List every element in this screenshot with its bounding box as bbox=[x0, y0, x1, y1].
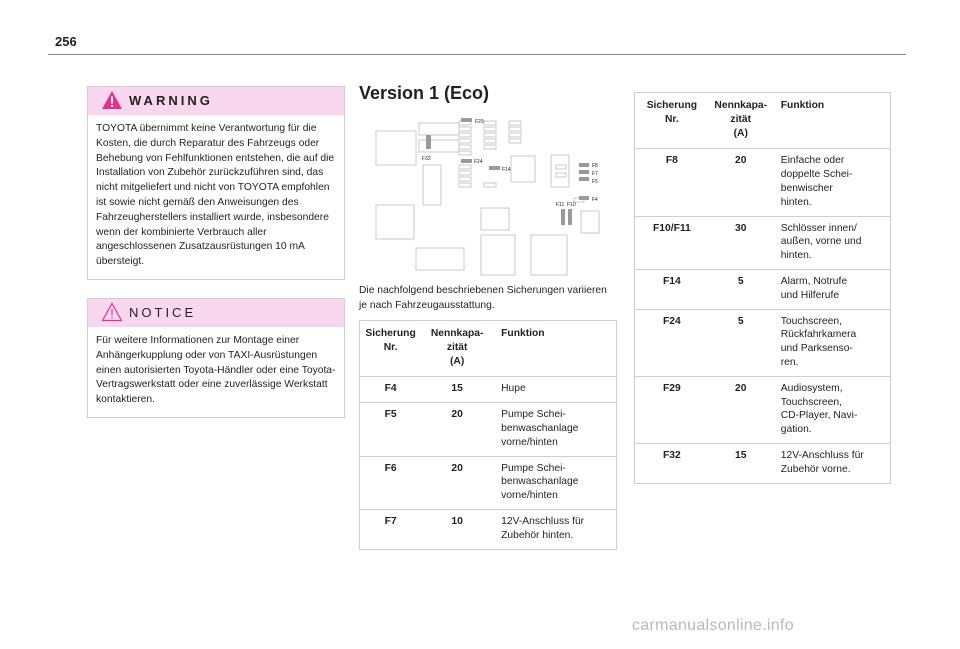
section-intro: Die nachfolgend beschriebenen Sicherungen variieren je nach Fahrzeugausstattung. bbox=[359, 285, 607, 311]
fuse-number: F10/F11 bbox=[635, 216, 709, 269]
notice-heading: NOTICE bbox=[129, 305, 197, 320]
notice-box bbox=[87, 298, 345, 418]
table-row bbox=[635, 269, 891, 309]
fuse-amperage: 15 bbox=[709, 443, 773, 483]
fuse-amperage: 20 bbox=[421, 403, 493, 456]
table-header-row bbox=[635, 93, 891, 149]
fuse-box-diagram bbox=[371, 113, 611, 283]
header-function: Funktion bbox=[493, 321, 616, 377]
notice-header bbox=[88, 299, 344, 327]
fuse-number: F32 bbox=[635, 443, 709, 483]
diagram-label-f4: F4 bbox=[592, 197, 598, 203]
diagram-label-f7: F7 bbox=[592, 171, 598, 177]
table-row bbox=[635, 149, 891, 216]
diagram-label-f14: F14 bbox=[502, 167, 511, 173]
watermark: carmanualsonline.info bbox=[632, 617, 794, 634]
fuse-function: Hupe bbox=[493, 377, 616, 403]
fuse-function: Touchscreen, Rückfahrkamera und Parksenso- ren. bbox=[773, 309, 891, 376]
fuse-amperage: 20 bbox=[421, 456, 493, 509]
header-divider bbox=[48, 54, 906, 55]
fuse-function: Schlösser innen/ außen, vorne und hinten. bbox=[773, 216, 891, 269]
warning-heading: WARNING bbox=[129, 93, 213, 108]
fuse-function: 12V-Anschluss für Zubehör hinten. bbox=[493, 509, 616, 549]
fuse-amperage: 30 bbox=[709, 216, 773, 269]
fuse-number: F8 bbox=[635, 149, 709, 216]
fuse-table-1 bbox=[359, 320, 617, 550]
fuse-number: F4 bbox=[360, 377, 422, 403]
table-row bbox=[635, 309, 891, 376]
diagram-label-f24: F24 bbox=[474, 159, 483, 165]
diagram-label-f8: F8 bbox=[592, 163, 598, 169]
table-header-row bbox=[360, 321, 617, 377]
fuse-number: F24 bbox=[635, 309, 709, 376]
header-function: Funktion bbox=[773, 93, 891, 149]
diagram-label-f10: F10 bbox=[567, 202, 576, 208]
table-row bbox=[635, 443, 891, 483]
fuse-number: F7 bbox=[360, 509, 422, 549]
section-title: Version 1 (Eco) bbox=[359, 83, 490, 103]
fuse-number: F29 bbox=[635, 376, 709, 443]
diagram-label-f32: F32 bbox=[422, 156, 431, 162]
fuse-function: Pumpe Schei- benwaschanlage vorne/hinten bbox=[493, 403, 616, 456]
header-fuse-number: Sicherung Nr. bbox=[360, 321, 422, 377]
fuse-function: Einfache oder doppelte Schei- benwischer hinten. bbox=[773, 149, 891, 216]
diagram-label-f5: F5 bbox=[592, 179, 598, 185]
warning-triangle-icon bbox=[101, 90, 123, 115]
header-rated-capacity: Nennkapa- zität (A) bbox=[709, 93, 773, 149]
fuse-amperage: 5 bbox=[709, 269, 773, 309]
fuse-amperage: 15 bbox=[421, 377, 493, 403]
fuse-function: Pumpe Schei- benwaschanlage vorne/hinten bbox=[493, 456, 616, 509]
table-row bbox=[360, 403, 617, 456]
header-rated-capacity: Nennkapa- zität (A) bbox=[421, 321, 493, 377]
diagram-label-f29: F29 bbox=[475, 119, 484, 125]
warning-header bbox=[88, 87, 344, 115]
diagram-label-f11: F11 bbox=[556, 202, 565, 208]
fuse-number: F6 bbox=[360, 456, 422, 509]
table-row bbox=[360, 456, 617, 509]
warning-text: TOYOTA übernimmt keine Verantwortung für die Kosten, die durch Reparatur des Fahrzeugs oder Behebung von Fehlfunktionen entstehen, die auf die Installation von Zubehör zurückzuführen sind, das nicht mitgeliefert und nicht von TOYOTA empfohlen ist sowie nicht gemäß den Anweisungen des Fahrzeugherstellers installiert wurde, insbesondere wenn der kombinierte Verbrauch aller angeschlossenen Zusatzausrüstungen 10 mA übersteigt. bbox=[96, 123, 335, 268]
fuse-amperage: 20 bbox=[709, 376, 773, 443]
fuse-function: Alarm, Notrufe und Hilferufe bbox=[773, 269, 891, 309]
fuse-amperage: 5 bbox=[709, 309, 773, 376]
fuse-amperage: 20 bbox=[709, 149, 773, 216]
warning-box bbox=[87, 86, 345, 280]
fuse-table-2 bbox=[634, 92, 891, 484]
table-row bbox=[635, 376, 891, 443]
notice-triangle-icon bbox=[101, 302, 123, 327]
fuse-function: 12V-Anschluss für Zubehör vorne. bbox=[773, 443, 891, 483]
fuse-number: F5 bbox=[360, 403, 422, 456]
table-row bbox=[635, 216, 891, 269]
header-fuse-number: Sicherung Nr. bbox=[635, 93, 709, 149]
notice-text: Für weitere Informationen zur Montage einer Anhängerkupplung oder von TAXI-Ausrüstungen einen autorisierten Toyota-Händler oder eine Toyota-Vertragswerkstatt oder eine zuverlässige Werkstatt kontaktieren. bbox=[96, 335, 336, 406]
fuse-amperage: 10 bbox=[421, 509, 493, 549]
fuse-number: F14 bbox=[635, 269, 709, 309]
table-row bbox=[360, 377, 617, 403]
page-number: 256 bbox=[55, 34, 77, 49]
fuse-function: Audiosystem, Touchscreen, CD-Player, Navi- gation. bbox=[773, 376, 891, 443]
table-row bbox=[360, 509, 617, 549]
